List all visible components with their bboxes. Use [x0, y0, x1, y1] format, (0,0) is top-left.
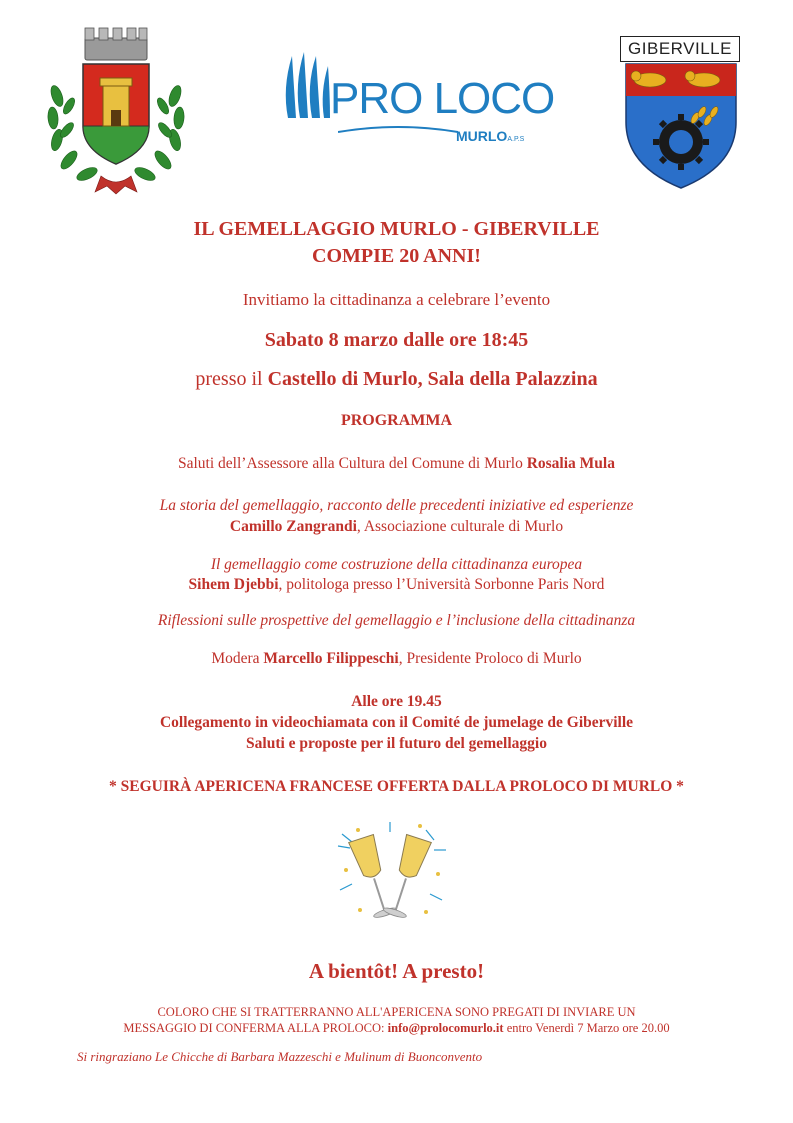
invite-text: Invitiamo la cittadinanza a celebrare l’evento — [242, 290, 551, 309]
bientot-text: A bientôt! A presto! — [308, 959, 485, 983]
venue-prefix: presso il — [195, 368, 268, 390]
program-item-1 — [0, 455, 793, 473]
program-item-5-prefix: Modera — [211, 650, 264, 667]
program-item-4-topic: Riflessioni sulle prospettive del gemellaggio e l’inclusione della cittadinanza — [157, 612, 636, 629]
program-item-2-topic: La storia del gemellaggio, racconto delle precedenti iniziative ed esperienze — [159, 497, 634, 514]
footer-line-1: COLORO CHE SI TRATTERRANNO ALL'APERICENA SONO PREGATI DI INVIARE UN — [157, 1005, 636, 1019]
footer-line-2 — [0, 1021, 793, 1036]
event-date: Sabato 8 marzo dalle ore 18:45 — [264, 329, 529, 351]
program-item-3-role: , politologa presso l’Università Sorbonne Paris Nord — [278, 576, 605, 593]
program-item-5 — [0, 650, 793, 668]
giberville-crest-logo — [620, 36, 745, 191]
program-item-2-role: , Associazione culturale di Murlo — [356, 518, 564, 535]
program-item-1-text: Saluti dell’Assessore alla Cultura del Comune di Murlo — [178, 455, 527, 472]
program-item-5-name: Marcello Filippeschi — [263, 650, 399, 667]
program-item-3-name: Sihem Djebbi — [188, 576, 279, 593]
title-line-1: IL GEMELLAGGIO MURLO - GIBERVILLE — [193, 218, 600, 240]
program-item-3-topic: Il gemellaggio come costruzione della cittadinanza europea — [210, 556, 583, 573]
proloco-wordmark: PRO LOCO — [330, 74, 555, 123]
thanks-note: Si ringraziano Le Chicche di Barbara Mazzeschi e Mulinum di Buonconvento — [77, 1049, 483, 1064]
program-item-5-role: , Presidente Proloco di Murlo — [398, 650, 582, 667]
giberville-label: GIBERVILLE — [620, 36, 740, 62]
champagne-glasses-illustration — [330, 820, 450, 932]
program-item-2-speaker — [0, 518, 793, 536]
footer-email-link[interactable]: info@prolocomurlo.it — [387, 1021, 504, 1035]
proloco-subtitle: MURLO — [456, 128, 508, 144]
proloco-murlo-logo — [280, 44, 555, 154]
program-item-2-name: Camillo Zangrandi — [229, 518, 357, 535]
title-line-2: COMPIE 20 ANNI! — [312, 245, 481, 267]
murlo-crest-logo — [45, 26, 187, 196]
program-item-1-name: Rosalia Mula — [526, 455, 615, 472]
footer-line-2-suffix: entro Venerdì 7 Marzo ore 20.00 — [503, 1021, 670, 1035]
program-item-3-speaker — [0, 576, 793, 594]
apericena-note: * SEGUIRÀ APERICENA FRANCESE OFFERTA DALLA PROLOCO DI MURLO * — [109, 778, 684, 795]
program-item-6-greetings: Saluti e proposte per il futuro del gemellaggio — [246, 735, 547, 752]
program-item-6-time: Alle ore 19.45 — [351, 693, 442, 710]
footer-line-2-prefix: MESSAGGIO DI CONFERMA ALLA PROLOCO: — [123, 1021, 388, 1035]
program-item-6-call: Collegamento in videochiamata con il Comité de jumelage de Giberville — [159, 714, 634, 731]
venue-place: Castello di Murlo, Sala della Palazzina — [267, 368, 598, 390]
proloco-aps: A.P.S — [507, 136, 525, 143]
event-venue — [0, 368, 793, 391]
program-heading: PROGRAMMA — [340, 412, 453, 429]
